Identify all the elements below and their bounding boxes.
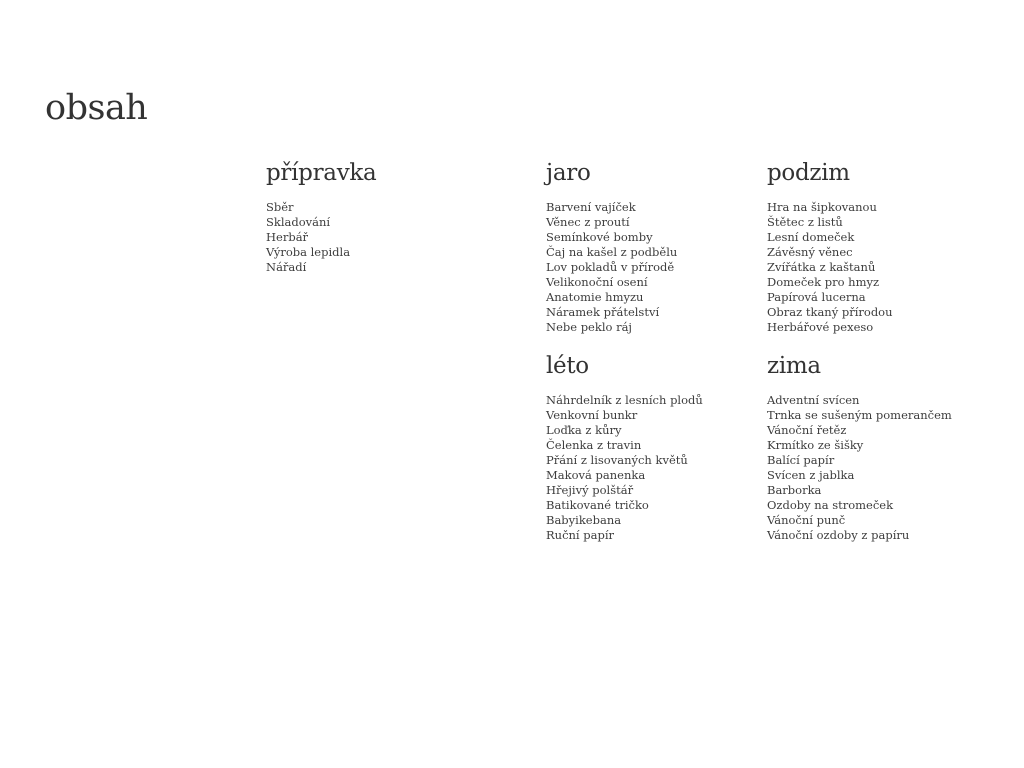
list-item: Domeček pro hmyz bbox=[767, 275, 880, 289]
section-heading: přípravka bbox=[266, 160, 377, 186]
list-item: Herbář bbox=[266, 230, 309, 244]
section-heading: zima bbox=[767, 353, 821, 379]
list-item: Skladování bbox=[266, 215, 331, 229]
list-item: Papírová lucerna bbox=[767, 290, 866, 304]
list-item: Nebe peklo ráj bbox=[546, 320, 633, 334]
section-zima bbox=[767, 351, 952, 543]
list-item: Velikonoční osení bbox=[546, 275, 648, 289]
section-list bbox=[266, 200, 376, 275]
list-item: Lov pokladů v přírodě bbox=[546, 260, 675, 274]
list-item: Herbářové pexeso bbox=[767, 320, 874, 334]
list-item: Lesní domeček bbox=[767, 230, 855, 244]
list-item: Anatomie hmyzu bbox=[546, 290, 644, 304]
list-item: Sběr bbox=[266, 200, 294, 214]
list-item: Nářadí bbox=[266, 260, 307, 274]
list-item: Hřejivý polštář bbox=[546, 483, 634, 497]
list-item: Náramek přátelství bbox=[546, 305, 660, 319]
list-item: Štětec z listů bbox=[767, 215, 843, 229]
list-item: Batikované tričko bbox=[546, 498, 649, 512]
section-heading: podzim bbox=[767, 160, 850, 186]
list-item: Čelenka z travin bbox=[546, 438, 642, 452]
list-item: Trnka se sušeným pomerančem bbox=[767, 408, 952, 422]
list-item: Věnec z proutí bbox=[546, 215, 630, 229]
list-item: Venkovní bunkr bbox=[546, 408, 638, 422]
section-list bbox=[546, 200, 677, 335]
section-heading: léto bbox=[546, 353, 589, 379]
section-list bbox=[767, 393, 952, 543]
list-item: Krmítko ze šišky bbox=[767, 438, 864, 452]
list-item: Výroba lepidla bbox=[266, 245, 351, 259]
section-list bbox=[767, 200, 893, 335]
list-item: Balící papír bbox=[767, 453, 835, 467]
list-item: Přání z lisovaných květů bbox=[546, 453, 688, 467]
list-item: Náhrdelník z lesních plodů bbox=[546, 393, 703, 407]
list-item: Ruční papír bbox=[546, 528, 615, 542]
section-heading: jaro bbox=[546, 160, 591, 186]
section-list bbox=[546, 393, 703, 543]
list-item: Čaj na kašel z podbělu bbox=[546, 245, 678, 259]
section-leto bbox=[546, 351, 703, 543]
list-item: Vánoční řetěz bbox=[767, 423, 847, 437]
section-jaro bbox=[546, 158, 677, 335]
section-pripravka bbox=[266, 158, 376, 275]
list-item: Adventní svícen bbox=[767, 393, 860, 407]
page-title: obsah bbox=[45, 88, 148, 128]
list-item: Svícen z jablka bbox=[767, 468, 855, 482]
list-item: Hra na šipkovanou bbox=[767, 200, 877, 214]
list-item: Zvířátka z kaštanů bbox=[767, 260, 876, 274]
list-item: Obraz tkaný přírodou bbox=[767, 305, 893, 319]
section-podzim bbox=[767, 158, 893, 335]
list-item: Ozdoby na stromeček bbox=[767, 498, 894, 512]
list-item: Barvení vajíček bbox=[546, 200, 636, 214]
list-item: Závěsný věnec bbox=[767, 245, 853, 259]
list-item: Maková panenka bbox=[546, 468, 646, 482]
list-item: Babyikebana bbox=[546, 513, 622, 527]
list-item: Barborka bbox=[767, 483, 822, 497]
list-item: Vánoční punč bbox=[767, 513, 846, 527]
list-item: Vánoční ozdoby z papíru bbox=[767, 528, 910, 542]
list-item: Semínkové bomby bbox=[546, 230, 653, 244]
list-item: Loďka z kůry bbox=[546, 423, 622, 437]
